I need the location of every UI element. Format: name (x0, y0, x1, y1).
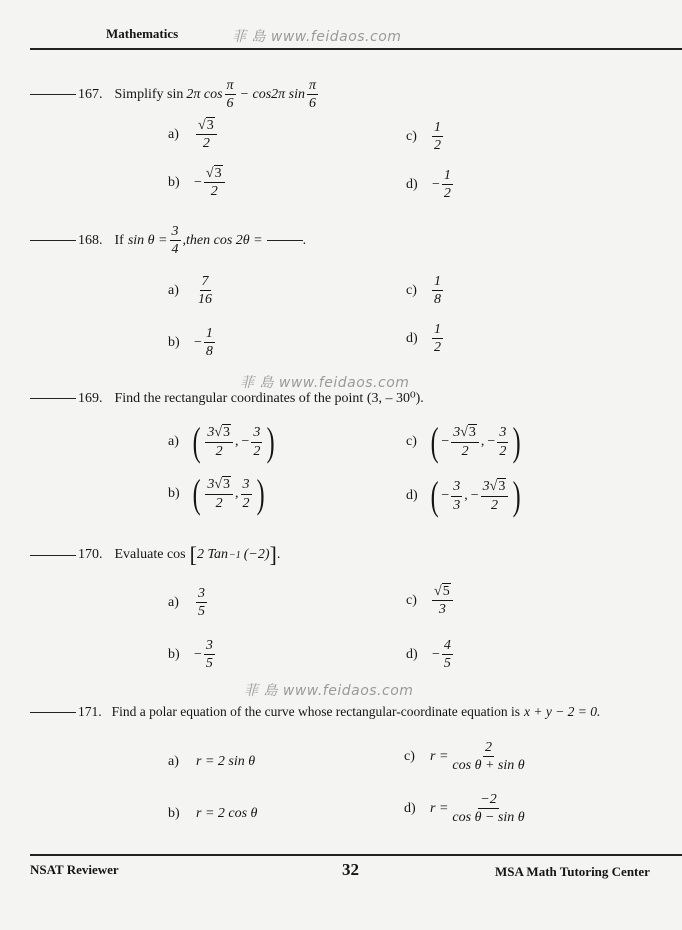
footer-left: NSAT Reviewer (30, 862, 119, 877)
math-term: sin θ = (127, 232, 168, 248)
question-number: 171. (78, 704, 102, 719)
question-number: 167. (78, 86, 103, 102)
option-b[interactable]: b) r = 2 cos θ (168, 806, 258, 821)
page-number: 32 (342, 860, 359, 879)
question-text: Simplify sin (114, 86, 184, 102)
question-text: Find the rectangular coordinates of the point (3, – 30⁰). (114, 391, 424, 406)
math-superscript: −1 (228, 549, 241, 561)
inline-blank[interactable] (267, 240, 303, 241)
fraction-3-over-4: $\frac{3}{4}$ (171, 224, 179, 258)
option-b[interactable]: b) − $\frac{√3}{2}$ (168, 166, 227, 200)
option-d[interactable]: d) r = $\frac{-2}{\text{cos θ − sin θ}}$ (404, 792, 525, 826)
option-d[interactable]: d) ( − $\frac{3}{3}$ , − $\frac{3√3}{2}$ ) (406, 473, 521, 518)
option-b[interactable]: b) ( $\frac{3√3}{2}$ , $\frac{3}{2}$ ) (168, 471, 265, 516)
math-term: 2π cos (186, 86, 223, 102)
option-d[interactable]: d) − $\frac{4}{5}$ (406, 638, 451, 672)
math-term: x + y − 2 = 0. (523, 704, 601, 719)
fraction-pi-over-6: $\frac{\pi}{6}$ (309, 78, 317, 112)
watermark: 菲 島 www.feidaos.com (244, 683, 414, 699)
option-a[interactable]: a) $\frac{7}{16}$ (168, 274, 212, 308)
option-c[interactable]: c) $\frac{1}{2}$ (406, 120, 441, 154)
question-text: Evaluate cos (114, 547, 186, 562)
question-171 (30, 704, 600, 720)
option-c[interactable]: c) ( − $\frac{3√3}{2}$ , − $\frac{3}{2}$ ) (406, 419, 521, 464)
page-header-subject: Mathematics (106, 26, 179, 41)
footer-right: MSA Math Tutoring Center (495, 864, 650, 879)
watermark: 菲 島 www.feidaos.com (232, 29, 402, 45)
option-d[interactable]: d) $\frac{1}{2}$ (406, 322, 441, 356)
question-169 (30, 390, 424, 407)
option-a[interactable]: a) ( $\frac{3√3}{2}$ , − $\frac{3}{2}$ ) (168, 419, 276, 464)
answer-blank[interactable] (30, 240, 76, 241)
question-text: If (114, 232, 124, 248)
answer-blank[interactable] (30, 94, 76, 95)
option-c[interactable]: c) $\frac{√5}{3}$ (406, 584, 455, 618)
option-a[interactable]: a) r = 2 sin θ (168, 754, 256, 769)
option-d[interactable]: d) − $\frac{1}{2}$ (406, 168, 451, 202)
period: . (276, 547, 281, 562)
footer-rule (30, 854, 682, 856)
option-c[interactable]: c) r = $\frac{2}{\text{cos θ + sin θ}}$ (404, 740, 525, 774)
answer-blank[interactable] (30, 712, 76, 713)
option-c[interactable]: c) $\frac{1}{8}$ (406, 274, 441, 308)
question-text: Find a polar equation of the curve whose rectangular-coordinate equation is (111, 704, 520, 719)
option-a[interactable]: a) $\frac{3}{5}$ (168, 586, 205, 620)
question-number: 169. (78, 390, 103, 406)
answer-blank[interactable] (30, 398, 76, 399)
math-term: ,then cos 2θ = (182, 232, 263, 248)
option-b[interactable]: b) − $\frac{3}{5}$ (168, 638, 213, 672)
period: . (302, 232, 307, 248)
question-number: 170. (78, 547, 103, 562)
question-168 (30, 224, 306, 258)
watermark: 菲 島 www.feidaos.com (240, 375, 410, 391)
header-rule (30, 48, 682, 50)
question-number: 168. (78, 232, 103, 248)
fraction-pi-over-6: $\frac{\pi}{6}$ (226, 78, 234, 112)
question-167 (30, 78, 320, 112)
math-term: (−2) (243, 547, 270, 562)
answer-blank[interactable] (30, 555, 76, 556)
math-term: − cos2π sin (239, 86, 306, 102)
option-b[interactable]: b) − $\frac{1}{8}$ (168, 326, 213, 360)
option-a[interactable]: a) $\frac{√3}{2}$ (168, 118, 219, 152)
math-term: 2 Tan (196, 547, 228, 562)
question-170: 170. Evaluate cos [ 2 Tan −1 (−2) ] . (30, 544, 280, 566)
